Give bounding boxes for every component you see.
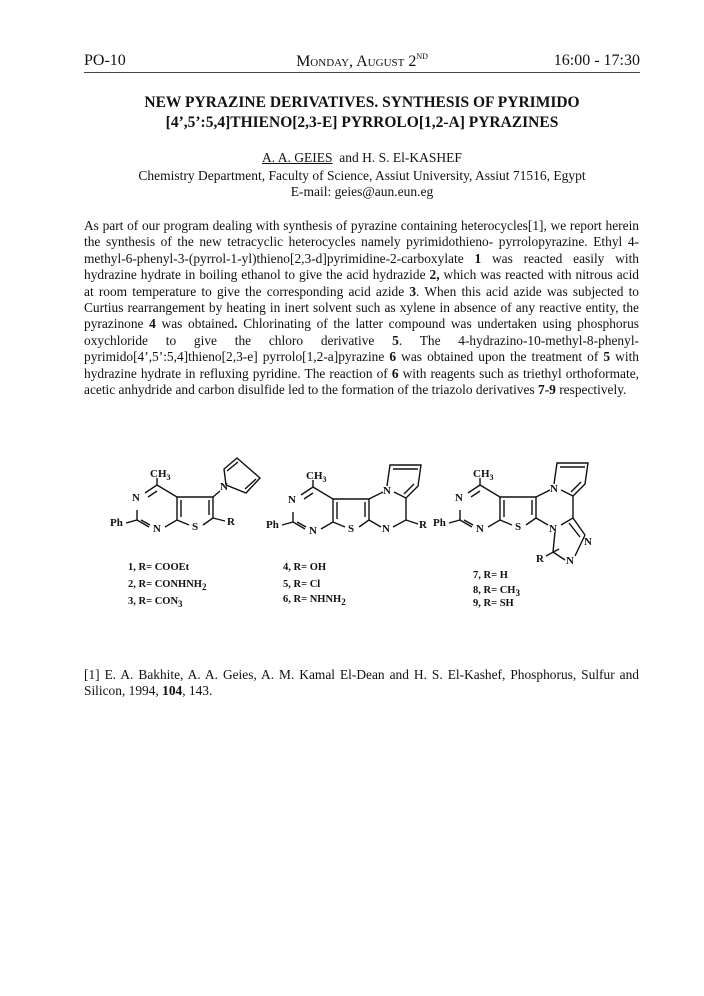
compound-label: 8, R= CH3: [473, 585, 520, 598]
abstract-text: Chlorinating of the latter compound was undertaken using phosphorus oxychloride to give the chloro derivative: [84, 316, 639, 348]
title-line-2: [4’,5’:5,4]THIENO[2,3-E] PYRROLO[1,2-A] PYRAZINES: [165, 114, 559, 131]
department: Chemistry Department, Faculty of Science, Assiut University, Assiut 71516, Egypt: [138, 168, 586, 183]
atom-n: N: [153, 523, 161, 535]
abstract-text: which was reacted with nitrous acid at room temperature to give the corresponding acid azide: [84, 267, 639, 299]
atom-ch3: $CH_3$: [306, 470, 327, 484]
atom-ph: Ph: [110, 517, 123, 529]
atom-n: N: [476, 523, 484, 535]
compound-ref: 6: [389, 349, 397, 365]
reference-text: [1] E. A. Bakhite, A. A. Geies, A. M. Kamal El-Dean and H. S. El-Kashef, Phosphorus, Sulfur and Silicon, 1994,: [84, 667, 639, 699]
abstract-text: respectively.: [555, 382, 627, 398]
compound-labels-1-3: [128, 562, 207, 609]
atom-ch3: $CH_3$: [473, 468, 494, 482]
atom-ph: Ph: [433, 517, 446, 529]
compound-label: 1, R= COOEt: [128, 562, 190, 573]
compound-label: 3, R= CON3: [128, 596, 183, 609]
abstract-text: As part of our program dealing with synthesis of pyrazine containing heterocycles[1], we report herein the synthesis of the new tetracyclic heterocycles namely pyrimidothieno- pyrrolopyrazine. Ethyl 4-methyl-6-phenyl-3-(pyrrol-1-yl)thieno[2,3-d]pyrimidine-2-carboxylate: [84, 218, 639, 266]
reference-pages: , 143.: [182, 683, 213, 699]
atom-r: R: [419, 519, 427, 531]
atom-n: N: [220, 481, 228, 493]
email: E-mail: geies@aun.eun.eg: [290, 184, 434, 199]
session-day-text: Monday, August 2: [296, 53, 417, 70]
atom-ph: Ph: [266, 519, 279, 531]
abstract-text: . When this acid azide was subjected to Curtius rearrangement by heating in inert solvent such as xylene in absence of any reactive entity, the pyrazinone: [84, 283, 639, 332]
compound-label: 5, R= Cl: [283, 579, 321, 590]
compound-label: 2, R= CONHNH2: [128, 579, 207, 592]
compound-label: 7, R= H: [473, 570, 508, 581]
compound-ref: 5: [392, 332, 399, 348]
structure-7-9: [433, 463, 592, 567]
reference-1: [84, 667, 639, 700]
abstract-text: with hydrazine hydrate in refluxing pyridine. The reaction of: [84, 349, 639, 381]
atom-n: N: [382, 523, 390, 535]
compound-label: 6, R= NHNH2: [283, 594, 346, 607]
atom-n: N: [584, 536, 592, 548]
presenting-author: A. A. GEIES: [262, 150, 333, 165]
atom-s: S: [348, 523, 355, 535]
atom-n: N: [288, 494, 296, 506]
session-code: PO-10: [84, 52, 126, 69]
compound-ref: 7-9: [538, 382, 556, 398]
compound-labels-4-6: [283, 562, 346, 607]
compound-ref: 3: [409, 283, 417, 299]
abstract-text: was obtained: [155, 316, 235, 332]
atom-n: N: [132, 492, 140, 504]
atom-n: N: [309, 525, 317, 537]
abstract-period: .: [234, 316, 238, 332]
compound-label: 9, R= SH: [473, 598, 514, 609]
compound-ref: 2,: [429, 267, 440, 283]
atom-s: S: [515, 521, 522, 533]
atom-r: R: [536, 553, 544, 565]
atom-n: N: [455, 492, 463, 504]
atom-n: N: [383, 485, 391, 497]
abstract-text: was obtained upon the treatment of: [396, 349, 604, 365]
compound-ref: 1: [474, 250, 482, 266]
compound-labels-7-9: [473, 570, 520, 609]
abstract-text: with reagents such as triethyl orthoformate, acetic anhydride and carbon disulfide led to the formation of the triazolo derivatives: [84, 365, 639, 398]
abstract-text: . The 4-hydrazino-10-methyl-8-phenyl- pyrimido[4’,5’:5,4]thieno[2,3-e] pyrrolo[1,2-a]pyrazine: [84, 332, 639, 365]
title-line-1: NEW PYRAZINE DERIVATIVES. SYNTHESIS OF PYRIMIDO: [144, 94, 580, 111]
structure-4-6: [266, 465, 428, 537]
reference-volume: 104: [162, 683, 183, 699]
compound-label: 4, R= OH: [283, 562, 327, 573]
co-authors: and H. S. El-KASHEF: [339, 150, 462, 165]
abstract-text: was reacted easily with hydrazine hydrate in boiling ethanol to give the acid hydrazide: [84, 250, 640, 283]
compound-ref: 5: [603, 349, 611, 365]
structure-1-3: [110, 458, 260, 535]
atom-r: R: [227, 516, 235, 528]
atom-s: S: [192, 521, 199, 533]
atom-n: N: [549, 523, 557, 535]
compound-ref: 6: [391, 365, 399, 381]
atom-n: N: [566, 555, 574, 567]
session-day-sup: ND: [416, 52, 428, 61]
atom-ch3: $CH_3$: [150, 468, 171, 482]
atom-n: N: [550, 483, 558, 495]
session-time: 16:00 - 17:30: [553, 52, 640, 69]
compound-ref: 4: [149, 316, 156, 332]
